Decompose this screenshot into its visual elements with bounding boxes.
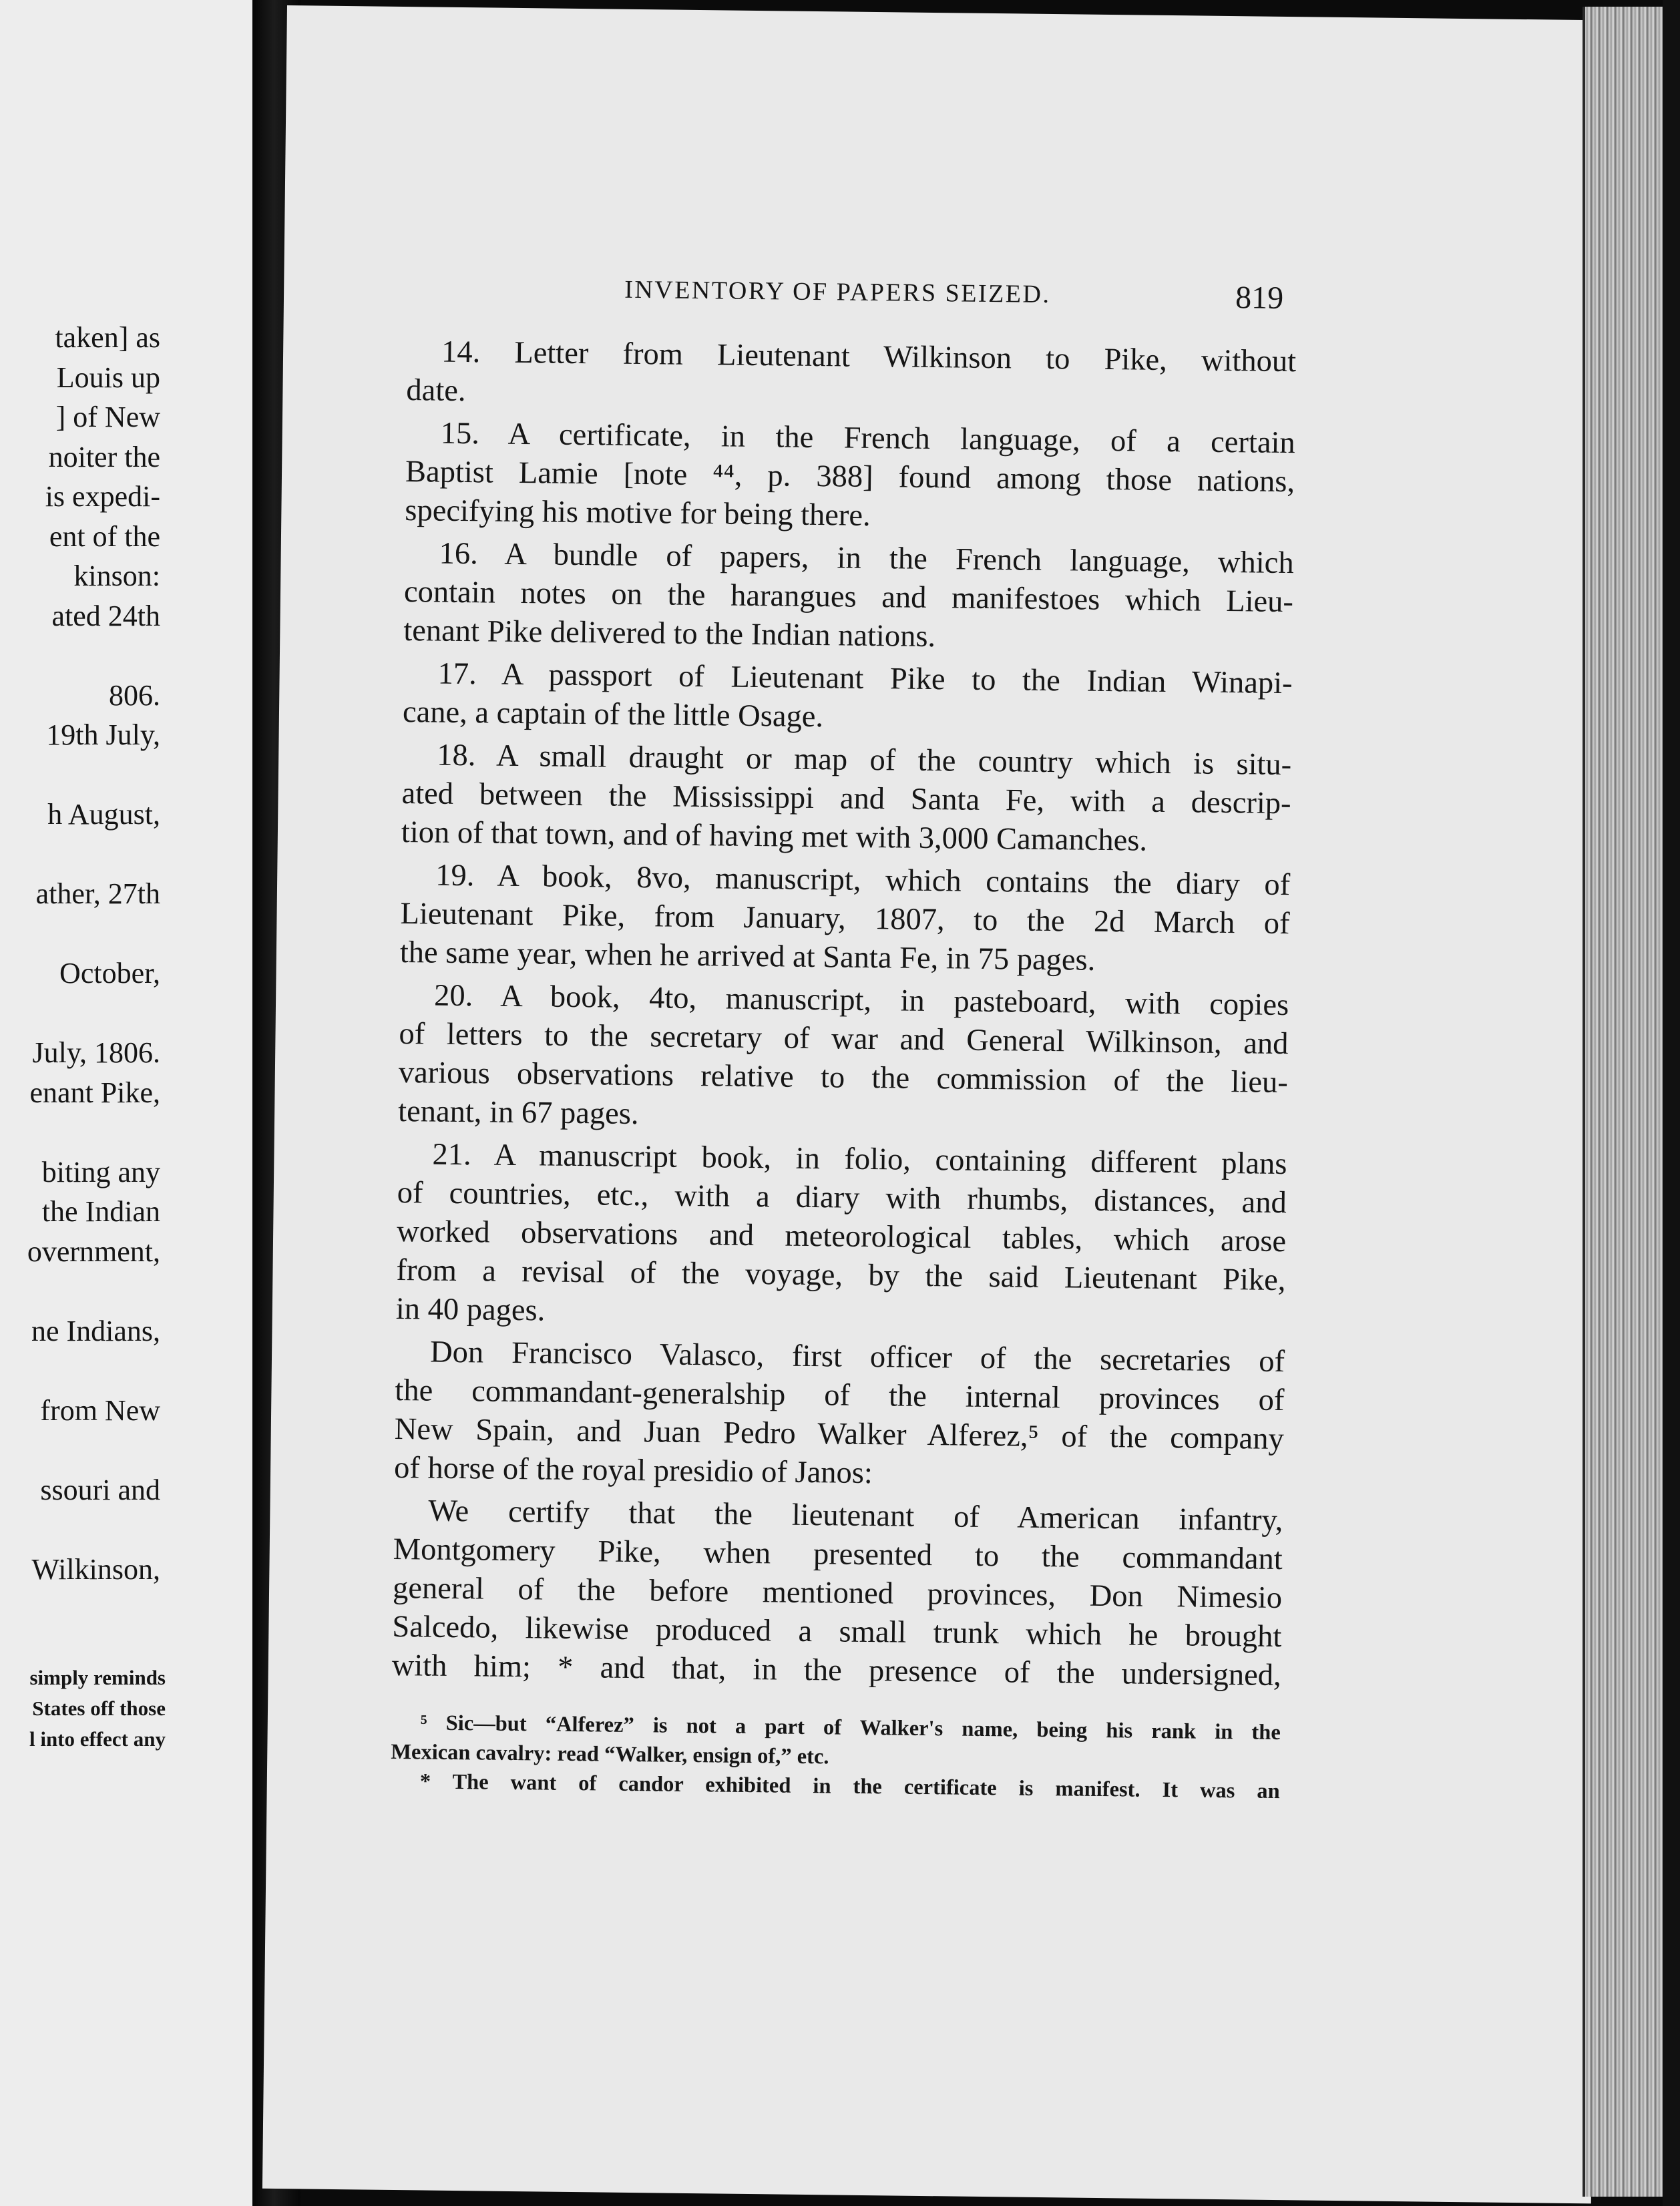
text-line: ated between the Mississippi and Santa Fe, with a descrip-	[401, 777, 1291, 821]
text-line: 19. A book, 8vo, manuscript, which contains the diary of	[435, 858, 1291, 903]
footnote-line: ⁵ Sic—but “Alferez” is not a part of Walker's name, being his rank in the	[420, 1711, 1281, 1745]
text-line: with him; * and that, in the presence of the undersigned,	[391, 1648, 1282, 1693]
text-line: tenant, in 67 pages.	[397, 1094, 639, 1132]
left-page-line: 19th July,	[46, 718, 160, 751]
text-line: tenant Pike delivered to the Indian nations.	[403, 614, 936, 654]
footnote-line: Mexican cavalry: read “Walker, ensign of,” etc.	[391, 1739, 829, 1769]
footnote-line: * The want of candor exhibited in the certificate is manifest. It was an	[419, 1769, 1280, 1804]
text-line: from a revisal of the voyage, by the said Lieutenant Pike,	[396, 1253, 1286, 1298]
left-page-line: ent of the	[49, 519, 160, 553]
main-page	[262, 5, 1616, 2203]
left-page-line: noiter the	[48, 440, 160, 473]
left-page-line: ated 24th	[51, 599, 160, 632]
text-line: worked observations and meteorological tables, which arose	[396, 1214, 1287, 1259]
paragraph-p15	[405, 414, 1295, 540]
page-header	[284, 271, 1286, 322]
text-line: contain notes on the harangues and manifestoes which Lieu-	[403, 575, 1294, 620]
left-page-line: h August,	[47, 798, 160, 831]
paragraph-p20	[398, 976, 1289, 1141]
page-edges	[1583, 7, 1665, 2197]
page-number: 819	[1235, 280, 1284, 316]
text-line: Baptist Lamie [note ⁴⁴, p. 388] found among those nations,	[405, 455, 1295, 499]
text-line: of countries, etc., with a diary with rhumbs, distances, and	[397, 1175, 1287, 1221]
body-text	[391, 333, 1297, 1806]
left-page-note: States off those	[32, 1697, 166, 1720]
left-page-line: ] of New	[55, 401, 160, 433]
left-page-line: Louis up	[56, 361, 160, 394]
left-page-line: the Indian	[41, 1195, 160, 1228]
text-line: of horse of the royal presidio of Janos:	[393, 1450, 873, 1491]
left-page-line: biting any	[41, 1155, 160, 1188]
text-line: 14. Letter from Lieutenant Wilkinson to Pike, without	[441, 335, 1297, 379]
left-page-line: ssouri and	[40, 1473, 160, 1506]
text-line: cane, a captain of the little Osage.	[402, 695, 824, 734]
paragraph-p17	[403, 654, 1293, 742]
left-page-line: ne Indians,	[31, 1314, 160, 1347]
paragraph-p_certify	[391, 1492, 1283, 1695]
left-page-line: October,	[59, 957, 160, 989]
paragraph-p16	[403, 534, 1294, 660]
text-line: various observations relative to the commission of the lieu-	[398, 1055, 1289, 1100]
text-line: general of the before mentioned provinces, Don Nimesio	[392, 1570, 1283, 1616]
paragraph-p21	[396, 1135, 1287, 1339]
left-page-line: from New	[40, 1393, 160, 1427]
left-page-note: simply reminds	[29, 1666, 166, 1689]
paragraph-p18	[401, 736, 1292, 862]
text-line: the same year, when he arrived at Santa Fe, in 75 pages.	[399, 935, 1096, 977]
running-head: INVENTORY OF PAPERS SEIZED.	[624, 275, 1051, 308]
text-line: 16. A bundle of papers, in the French language, which	[439, 536, 1294, 581]
text-line: 17. A passport of Lieutenant Pike to the Indian Winapi-	[437, 656, 1293, 701]
text-line: of letters to the secretary of war and General Wilkinson, and	[399, 1017, 1289, 1062]
text-line: date.	[406, 373, 466, 409]
left-page-line: overnment,	[27, 1235, 160, 1268]
text-line: tion of that town, and of having met with 3,000 Camanches.	[401, 815, 1148, 858]
footnotes	[391, 1708, 1281, 1806]
left-page-note: l into effect any	[29, 1727, 166, 1751]
text-line: New Spain, and Juan Pedro Walker Alferez,⁵ of the company	[394, 1411, 1285, 1457]
text-line: Salcedo, likewise produced a small trunk which he brought	[392, 1609, 1282, 1654]
left-page-line: kinson:	[73, 560, 160, 592]
text-line: 18. A small draught or map of the country which is situ-	[436, 738, 1292, 783]
left-page-line: enant Pike,	[29, 1076, 160, 1109]
right-margin-shadow	[1663, 0, 1680, 2206]
text-line: Don Francisco Valasco, first officer of the secretaries of	[429, 1335, 1285, 1379]
left-page-line: taken] as	[55, 321, 160, 354]
left-page-line: Wilkinson,	[31, 1552, 160, 1586]
paragraph-list	[391, 333, 1296, 1699]
paragraph-p_valasco	[394, 1333, 1285, 1498]
footnote-fn5	[391, 1708, 1281, 1777]
text-line: Montgomery Pike, when presented to the commandant	[393, 1532, 1283, 1577]
text-line: specifying his motive for being there.	[405, 493, 871, 533]
text-line: 20. A book, 4to, manuscript, in pasteboard, with copies	[433, 978, 1289, 1023]
text-line: We certify that the lieutenant of American infantry,	[428, 1494, 1283, 1538]
text-line: 21. A manuscript book, in folio, containing different plans	[432, 1137, 1287, 1182]
left-page-line: 806.	[109, 678, 160, 712]
left-page-line: ather, 27th	[35, 877, 160, 910]
text-line: Lieutenant Pike, from January, 1807, to the 2d March of	[400, 897, 1290, 941]
paragraph-p19	[400, 856, 1291, 982]
text-line: 15. A certificate, in the French language, of a certain	[440, 416, 1295, 461]
text-line: in 40 pages.	[395, 1291, 546, 1328]
paragraph-p14	[406, 333, 1296, 420]
left-facing-page	[0, 0, 252, 2206]
text-line: the commandant-generalship of the internal provinces of	[395, 1373, 1285, 1418]
left-page-line: July, 1806.	[32, 1036, 160, 1069]
left-page-line: is expedi-	[45, 480, 160, 513]
